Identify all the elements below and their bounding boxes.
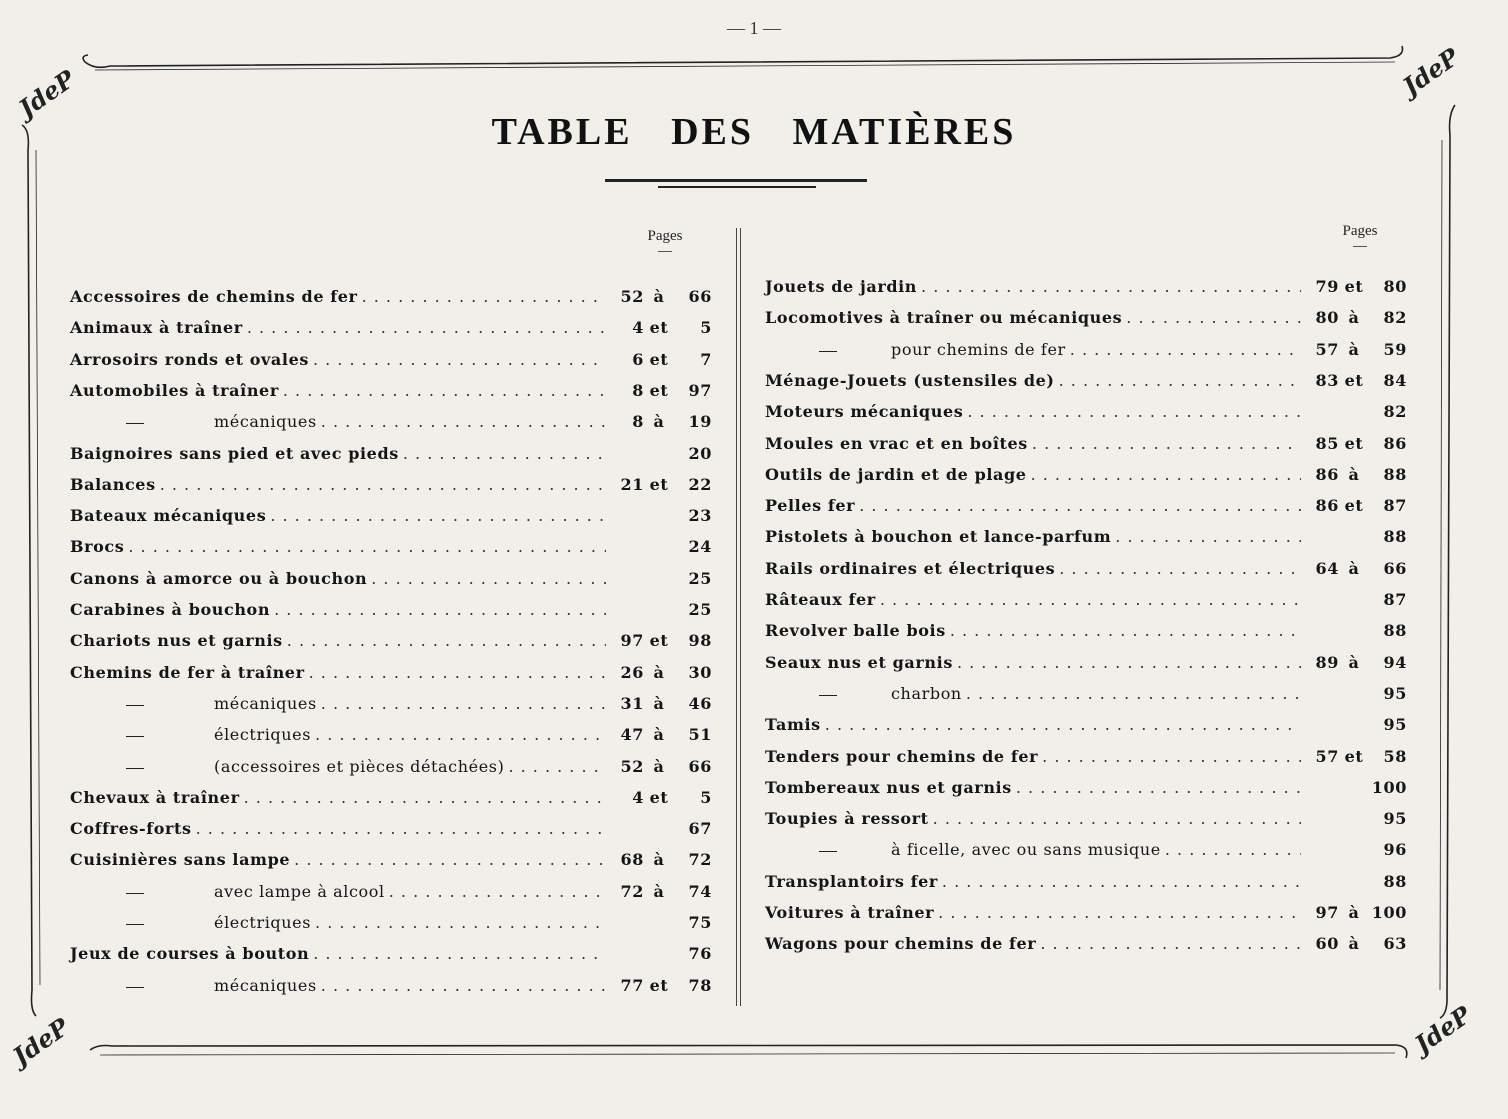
page-start: 86 [1315,464,1339,484]
page-end: 22 [688,474,712,494]
entry-label: Outils de jardin et de plage [765,464,1027,484]
dot-leader [287,631,606,650]
entry-label: Balances [70,474,156,494]
dot-leader [309,663,606,682]
page-start: 72 [620,881,644,901]
monogram-bottom-right: JdeP [1409,999,1477,1059]
dot-leader [1070,340,1301,359]
index-entry [70,343,712,369]
page-start: 8 [632,412,644,432]
entry-label: Transplantoirs fer [765,871,938,891]
page-end: 76 [688,944,712,964]
index-entry [765,520,1407,546]
dot-leader [321,412,606,431]
page-separator: et [649,631,669,651]
page-separator: et [649,349,669,369]
index-entry [70,656,712,682]
entry-label: Baignoires sans pied et avec pieds [70,443,399,463]
title-rule-short [658,186,816,188]
page-end: 20 [688,443,712,463]
ditto-dash [819,351,837,352]
entry-label: Tenders pour chemins de fer [765,746,1039,766]
entry-label: Accessoires de chemins de fer [70,287,358,306]
page-end: 74 [688,881,712,901]
page-start: 83 [1315,370,1339,390]
page-separator: à [653,412,665,432]
index-entry [765,740,1407,766]
page-start: 68 [620,850,644,870]
page-number: — 1 — [727,18,781,38]
entry-label: Pistolets à bouchon et lance-parfum [765,527,1112,547]
dot-leader [1040,934,1301,953]
index-entry [765,646,1407,672]
entry-label: Seaux nus et garnis [765,652,953,672]
entry-label: mécaniques [214,975,317,995]
dot-leader [966,684,1301,703]
dot-leader [321,976,606,995]
page-end: 88 [1383,527,1407,547]
page-end: 66 [1383,558,1407,578]
entry-label: mécaniques [214,412,317,432]
entry-label: Jouets de jardin [765,277,918,296]
page-separator: et [1344,370,1364,390]
entry-label: Carabines à bouchon [70,600,271,619]
entry-label: Brocs [70,537,125,557]
page-separator: et [1344,433,1364,453]
page-end: 95 [1383,715,1407,735]
page-end: 5 [700,318,712,338]
page-title: TABLE DES MATIÈRES [491,111,1017,153]
page-end: 5 [700,787,712,807]
index-entry [765,614,1407,640]
entry-label: Pelles fer [765,496,856,516]
page-start: 77 [620,975,644,995]
page-separator: et [649,975,669,995]
dot-leader [957,653,1301,672]
entry-label: Chevaux à traîner [70,787,240,807]
page-end: 67 [688,819,712,839]
page-start: 4 [632,318,644,338]
dot-leader [1031,465,1301,484]
entry-label: Tombereaux nus et garnis [765,777,1012,797]
page-end: 75 [688,913,712,932]
entry-label: Animaux à traîner [70,318,243,338]
page-separator: à [1348,652,1360,672]
page-separator: à [1348,558,1360,578]
dot-leader [933,809,1301,828]
dot-leader [403,444,606,463]
page-end: 94 [1383,652,1407,672]
entry-label: Chariots nus et garnis [70,631,283,651]
dot-leader [274,600,606,619]
index-entry [765,802,1407,828]
entry-label: à ficelle, avec ou sans musique [891,840,1161,860]
page-start: 64 [1315,558,1339,578]
page-separator: à [1348,308,1360,328]
page-start: 26 [620,662,644,682]
page-end: 25 [688,568,712,588]
entry-label: Moteurs mécaniques [765,402,964,422]
page-separator: à [1348,464,1360,484]
page-start: 6 [632,349,644,369]
index-entry [70,280,712,306]
page-separator: et [1344,496,1364,516]
entry-label: Râteaux fer [765,590,876,609]
page-separator: et [649,380,669,400]
index-entry [70,311,712,337]
page-start: 89 [1315,652,1339,672]
index-entry [765,489,1407,515]
page-start: 31 [620,693,644,713]
page-end: 19 [688,412,712,432]
dot-leader [1042,747,1301,766]
page-end: 96 [1383,840,1407,860]
index-entry [70,875,712,901]
page-separator: à [653,881,665,901]
column-divider [736,228,741,1006]
ditto-dash [126,768,144,769]
dot-leader [315,913,606,932]
page-start: 47 [620,725,644,745]
dot-leader [938,903,1301,922]
ditto-dash [126,893,144,894]
page-separator: à [653,756,665,776]
index-entry [70,687,712,713]
page-end: 25 [688,600,712,619]
page-start: 97 [1315,903,1339,922]
dot-leader [313,350,606,369]
page-start: 97 [620,631,644,651]
index-entry [765,927,1407,953]
page-end: 63 [1383,934,1407,954]
page-separator: à [653,850,665,870]
entry-label: Moules en vrac et en boîtes [765,433,1028,453]
page-start: 57 [1315,339,1339,359]
dot-leader [160,475,606,494]
index-entry [765,364,1407,390]
index-entry [70,969,712,995]
index-entry [765,333,1407,359]
title-rule [605,179,867,182]
page-end: 46 [688,693,712,713]
dot-leader [371,569,606,588]
dot-leader [389,882,606,901]
index-entry [70,562,712,588]
dot-leader [880,590,1301,609]
entry-label: (accessoires et pièces détachées) [214,756,505,776]
entry-label: Cuisinières sans lampe [70,850,291,870]
dot-leader [921,277,1301,296]
page-end: 88 [1383,621,1407,641]
page-end: 30 [688,662,712,682]
dot-leader [950,621,1301,640]
page-separator: à [1348,934,1360,954]
page-end: 100 [1371,777,1407,797]
index-entry [765,677,1407,703]
dot-leader [362,287,606,306]
page-separator: et [649,318,669,338]
entry-label: mécaniques [214,693,317,713]
entry-label: pour chemins de fer [891,339,1066,359]
entry-label: Bateaux mécaniques [70,506,267,526]
dot-leader [270,506,606,525]
page-end: 98 [688,631,712,651]
index-entry [765,458,1407,484]
dot-leader [1059,559,1301,578]
dot-leader [1126,308,1301,327]
page-end: 97 [688,380,712,400]
page-start: 52 [620,287,644,306]
dot-leader [942,872,1301,891]
index-entry [70,812,712,838]
entry-label: Locomotives à traîner ou mécaniques [765,308,1123,328]
index-entry [765,395,1407,421]
page-end: 7 [700,349,712,369]
page-end: 84 [1383,370,1407,390]
entry-label: Canons à amorce ou à bouchon [70,568,368,588]
dot-leader [859,496,1301,515]
dot-leader [196,819,606,838]
index-entry [765,427,1407,453]
dot-leader [283,381,606,400]
entry-label: Chemins de fer à traîner [70,662,305,682]
page-start: 79 [1315,277,1339,296]
page-start: 52 [620,756,644,776]
page-start: 60 [1315,934,1339,954]
right-pages-header: Pages [1330,223,1390,247]
entry-label: Coffres-forts [70,819,192,839]
index-entry [70,718,712,744]
index-entry [70,937,712,963]
dot-leader [1165,840,1301,859]
page-separator: à [653,287,665,306]
page-end: 88 [1383,871,1407,891]
page-separator: et [649,474,669,494]
left-pages-header: Pages [635,228,695,252]
page-end: 78 [688,975,712,995]
page-end: 87 [1383,496,1407,516]
dot-leader [508,757,606,776]
page-end: 66 [688,287,712,306]
entry-label: Jeux de courses à bouton [70,944,310,964]
entry-label: Automobiles à traîner [70,380,279,400]
index-entry [70,906,712,932]
page-separator: à [653,725,665,745]
page-separator: à [1348,339,1360,359]
page-end: 95 [1383,809,1407,829]
page-end: 72 [688,850,712,870]
entry-label: Revolver balle bois [765,621,946,641]
page-end: 80 [1383,277,1407,296]
page-start: 86 [1315,496,1339,516]
ditto-dash [126,423,144,424]
page-end: 51 [688,725,712,745]
dot-leader [825,715,1301,734]
page-end: 87 [1383,590,1407,609]
entry-label: Toupies à ressort [765,809,929,829]
dot-leader [967,402,1301,421]
page-start: 57 [1315,746,1339,766]
dot-leader [315,725,606,744]
entry-label: Rails ordinaires et électriques [765,558,1056,578]
entry-label: avec lampe à alcool [214,881,385,901]
page-separator: et [649,787,669,807]
page-end: 82 [1383,402,1407,422]
dot-leader [1016,778,1301,797]
dot-leader [128,537,606,556]
entry-label: Arrosoirs ronds et ovales [70,349,309,369]
entry-label: Tamis [765,715,821,735]
ditto-dash [126,924,144,925]
page-start: 80 [1315,308,1339,328]
index-entry [765,708,1407,734]
monogram-top-left: JdeP [13,63,81,123]
page-end: 86 [1383,433,1407,453]
page-end: 100 [1371,903,1407,922]
page-end: 24 [688,537,712,557]
dot-leader [1059,371,1301,390]
index-entry [70,593,712,619]
index-entry [70,468,712,494]
index-entry [70,499,712,525]
index-entry [70,374,712,400]
index-entry [765,301,1407,327]
page-separator: et [1344,277,1364,296]
ditto-dash [126,736,144,737]
dot-leader [247,318,606,337]
dot-leader [294,850,606,869]
entry-label: Ménage-Jouets (ustensiles de) [765,370,1055,390]
page-separator: à [653,662,665,682]
monogram-bottom-left: JdeP [7,1011,75,1071]
dot-leader [244,788,606,807]
index-entry [765,270,1407,296]
entry-label: électriques [214,725,312,745]
index-entry [765,583,1407,609]
page-end: 58 [1383,746,1407,766]
page-end: 95 [1383,683,1407,703]
index-entry [70,843,712,869]
page-separator: à [1348,903,1360,922]
entry-label: charbon [891,683,962,703]
index-entry [765,896,1407,922]
index-entry [765,771,1407,797]
dot-leader [321,694,606,713]
dot-leader [1032,434,1301,453]
ditto-dash [126,705,144,706]
page-end: 66 [688,756,712,776]
page-end: 88 [1383,464,1407,484]
page-end: 82 [1383,308,1407,328]
index-entry [70,624,712,650]
page-start: 21 [620,474,644,494]
page-end: 23 [688,506,712,526]
entry-label: Wagons pour chemins de fer [765,934,1037,954]
page-separator: et [1344,746,1364,766]
entry-label: électriques [214,913,312,932]
page-start: 8 [632,380,644,400]
index-entry [70,750,712,776]
dot-leader [1115,527,1301,546]
ditto-dash [819,695,837,696]
entry-label: Voitures à traîner [765,903,935,922]
index-entry [70,781,712,807]
index-entry [765,865,1407,891]
page-end: 59 [1383,339,1407,359]
dot-leader [313,944,606,963]
index-entry [70,530,712,556]
ditto-dash [819,851,837,852]
index-entry [765,552,1407,578]
ditto-dash [126,987,144,988]
index-entry [70,437,712,463]
page-start: 85 [1315,433,1339,453]
index-entry [70,405,712,431]
index-entry [765,833,1407,859]
page-separator: à [653,693,665,713]
monogram-top-right: JdeP [1397,41,1465,101]
page-start: 4 [632,787,644,807]
